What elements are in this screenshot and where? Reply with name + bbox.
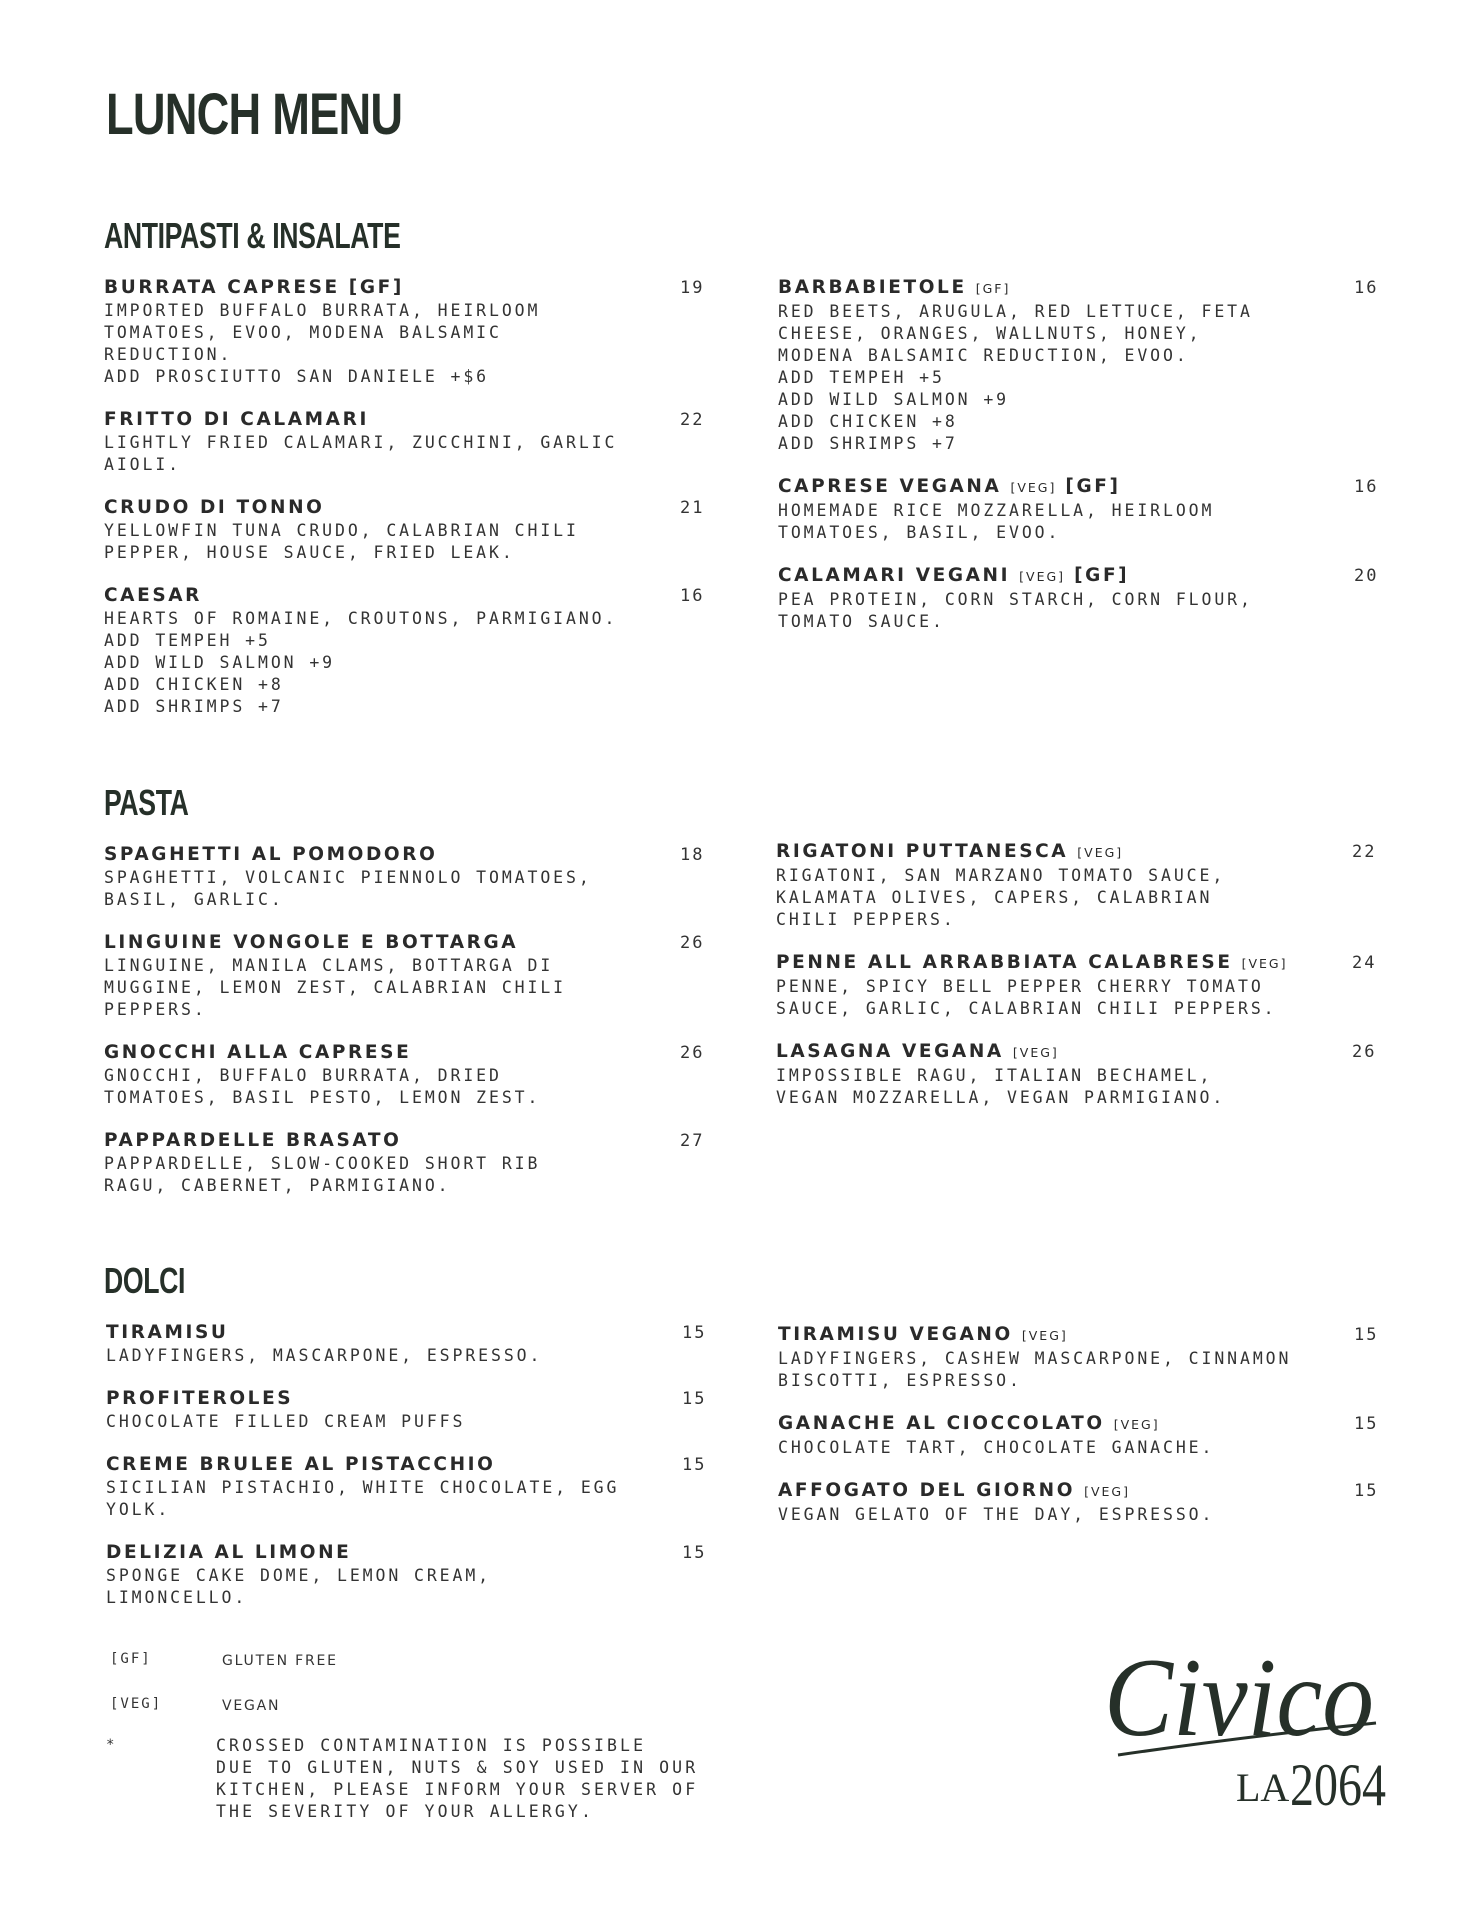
dietary-tag: [VEG] xyxy=(1241,956,1288,971)
menu-item xyxy=(104,843,744,911)
menu-item-price: 15 xyxy=(682,1455,707,1475)
legend-note-mark: * xyxy=(106,1737,117,1753)
page-title: LUNCH MENU xyxy=(106,82,403,147)
menu-item-name: CALAMARI VEGANI xyxy=(778,565,1011,586)
menu-item-description: LADYFINGERS, CASHEW MASCARPONE, CINNAMON BISCOTTI, ESPRESSO. xyxy=(778,1349,1292,1390)
menu-item-description: YELLOWFIN TUNA CRUDO, CALABRIAN CHILI PEPPER, HOUSE SAUCE, FRIED LEAK. xyxy=(104,521,579,562)
menu-item-description: HOMEMADE RICE MOZZARELLA, HEIRLOOM TOMATOES, BASIL, EVOO. xyxy=(778,501,1215,542)
menu-item-description: CHOCOLATE TART, CHOCOLATE GANACHE. xyxy=(778,1438,1215,1457)
menu-item-name: PAPPARDELLE BRASATO xyxy=(104,1130,402,1151)
logo-city: LA xyxy=(1236,1765,1290,1810)
menu-item xyxy=(104,496,744,564)
menu-item-name-line xyxy=(104,496,744,520)
menu-item-name-line xyxy=(104,408,744,432)
menu-item-name-line xyxy=(104,276,744,300)
antipasti-left-column xyxy=(104,276,744,738)
menu-item-name-line xyxy=(104,931,744,955)
menu-item xyxy=(104,1041,744,1109)
menu-item-description: PAPPARDELLE, SLOW-COOKED SHORT RIB RAGU, CABERNET, PARMIGIANO. xyxy=(104,1154,541,1195)
menu-item-price: 15 xyxy=(682,1323,707,1343)
menu-item-name-line xyxy=(106,1387,746,1411)
menu-item-description: SICILIAN PISTACHIO, WHITE CHOCOLATE, EGG YOLK. xyxy=(106,1478,620,1519)
menu-item-price: 16 xyxy=(680,586,705,606)
menu-item-price: 24 xyxy=(1352,953,1377,973)
menu-item-name: TIRAMISU xyxy=(106,1322,229,1343)
menu-item-name-line xyxy=(104,1129,744,1153)
dietary-tag: [VEG] xyxy=(1012,1045,1059,1060)
pasta-right-column xyxy=(776,840,1416,1129)
menu-item xyxy=(776,840,1416,931)
menu-item-description: GNOCCHI, BUFFALO BURRATA, DRIED TOMATOES, BASIL PESTO, LEMON ZEST. xyxy=(104,1066,541,1107)
menu-item-name: RIGATONI PUTTANESCA xyxy=(776,841,1069,862)
pasta-left-column xyxy=(104,843,744,1217)
menu-item-description: IMPOSSIBLE RAGU, ITALIAN BECHAMEL, VEGAN MOZZARELLA, VEGAN PARMIGIANO. xyxy=(776,1066,1226,1107)
menu-item-name-line xyxy=(104,1041,744,1065)
legend-veg-label: VEGAN xyxy=(222,1698,281,1714)
menu-item-name-line xyxy=(106,1453,746,1477)
menu-item-name-line xyxy=(106,1321,746,1345)
menu-item-price: 20 xyxy=(1354,566,1379,586)
menu-item-name-line xyxy=(776,951,1416,976)
menu-item xyxy=(106,1541,746,1609)
logo-script: Civico xyxy=(1104,1636,1374,1760)
menu-item-name-line xyxy=(778,475,1418,500)
menu-item-name-line xyxy=(778,564,1418,589)
menu-item xyxy=(778,1323,1418,1392)
menu-item xyxy=(778,1412,1418,1459)
menu-item xyxy=(106,1321,746,1367)
menu-item xyxy=(106,1453,746,1521)
dietary-tag-bold: [GF] xyxy=(1074,565,1130,586)
menu-item-price: 19 xyxy=(680,278,705,298)
menu-item-price: 15 xyxy=(1354,1414,1379,1434)
menu-item-name-line xyxy=(778,276,1418,301)
menu-item xyxy=(778,1479,1418,1526)
menu-item-price: 22 xyxy=(1352,842,1377,862)
dietary-tag: [VEG] xyxy=(1077,845,1124,860)
allergy-note: CROSSED CONTAMINATION IS POSSIBLE DUE TO GLUTEN, NUTS & SOY USED IN OUR KITCHEN, PLEASE INFORM YOUR SERVER OF THE SEVERITY OF YOUR ALLERGY. xyxy=(216,1736,699,1821)
menu-item xyxy=(778,475,1418,544)
menu-item-name-line xyxy=(778,1479,1418,1504)
menu-item-price: 16 xyxy=(1354,477,1379,497)
menu-item xyxy=(104,584,744,718)
menu-item xyxy=(104,931,744,1021)
menu-item-description: PEA PROTEIN, CORN STARCH, CORN FLOUR, TOMATO SAUCE. xyxy=(778,590,1253,631)
menu-item-price: 15 xyxy=(1354,1481,1379,1501)
menu-item xyxy=(104,276,744,388)
menu-item-name-line xyxy=(104,843,744,867)
menu-item-name: FRITTO DI CALAMARI xyxy=(104,409,369,430)
dolci-right-column xyxy=(778,1323,1418,1546)
menu-item-description: SPONGE CAKE DOME, LEMON CREAM, LIMONCELLO. xyxy=(106,1566,492,1607)
menu-item-description: CHOCOLATE FILLED CREAM PUFFS xyxy=(106,1412,466,1431)
menu-item xyxy=(776,1040,1416,1109)
menu-item-description: IMPORTED BUFFALO BURRATA, HEIRLOOM TOMATOES, EVOO, MODENA BALSAMIC REDUCTION. ADD PROSCIUTTO SAN DANIELE +$6 xyxy=(104,301,541,386)
menu-item xyxy=(778,564,1418,633)
menu-item-price: 15 xyxy=(1354,1325,1379,1345)
menu-item-description: RIGATONI, SAN MARZANO TOMATO SAUCE, KALAMATA OLIVES, CAPERS, CALABRIAN CHILI PEPPERS. xyxy=(776,866,1226,929)
menu-item-name-line xyxy=(778,1412,1418,1437)
menu-item xyxy=(106,1387,746,1433)
menu-item xyxy=(104,1129,744,1197)
menu-item-price: 16 xyxy=(1354,278,1379,298)
menu-item-price: 18 xyxy=(680,845,705,865)
dietary-tag: [VEG] xyxy=(1019,569,1066,584)
menu-item-name: CAESAR xyxy=(104,585,203,606)
menu-item-name: SPAGHETTI AL POMODORO xyxy=(104,844,438,865)
dietary-tag: [GF] xyxy=(975,281,1011,296)
legend-veg-code: [VEG] xyxy=(110,1696,163,1712)
dietary-tag: [VEG] xyxy=(1021,1328,1068,1343)
menu-item-price: 15 xyxy=(682,1543,707,1563)
menu-item-name: CREME BRULEE AL PISTACCHIO xyxy=(106,1454,496,1475)
menu-item-name-line xyxy=(776,1040,1416,1065)
menu-item-name-line xyxy=(104,584,744,608)
menu-item-price: 27 xyxy=(680,1131,705,1151)
menu-item-description: RED BEETS, ARUGULA, RED LETTUCE, FETA CHEESE, ORANGES, WALLNUTS, HONEY, MODENA BALSAMIC REDUCTION, EVOO. ADD TEMPEH +5 ADD WILD SALMON +9 ADD CHICKEN +8 ADD SHRIMPS +7 xyxy=(778,302,1253,453)
menu-item-description: LINGUINE, MANILA CLAMS, BOTTARGA DI MUGGINE, LEMON ZEST, CALABRIAN CHILI PEPPERS. xyxy=(104,956,567,1019)
menu-item-description: LADYFINGERS, MASCARPONE, ESPRESSO. xyxy=(106,1346,543,1365)
menu-item-name: PENNE ALL ARRABBIATA CALABRESE xyxy=(776,952,1233,973)
menu-item-name: CAPRESE VEGANA xyxy=(778,476,1002,497)
menu-item-price: 26 xyxy=(680,1043,705,1063)
menu-item-description: LIGHTLY FRIED CALAMARI, ZUCCHINI, GARLIC AIOLI. xyxy=(104,433,618,474)
dietary-tag-bold: [GF] xyxy=(1065,476,1121,497)
menu-item xyxy=(776,951,1416,1020)
menu-item-price: 21 xyxy=(680,498,705,518)
menu-item-name: BURRATA CAPRESE [GF] xyxy=(104,277,404,298)
menu-item xyxy=(104,408,744,476)
menu-item-price: 15 xyxy=(682,1389,707,1409)
menu-item-name: AFFOGATO DEL GIORNO xyxy=(778,1480,1076,1501)
menu-item-price: 26 xyxy=(680,933,705,953)
menu-item-name: GNOCCHI ALLA CAPRESE xyxy=(104,1042,412,1063)
section-title-pasta: PASTA xyxy=(104,782,189,823)
menu-item-name: LINGUINE VONGOLE E BOTTARGA xyxy=(104,932,519,953)
legend-gf-code: [GF] xyxy=(110,1651,152,1667)
civico-logo xyxy=(1092,1615,1392,1818)
menu-item-name: PROFITEROLES xyxy=(106,1388,294,1409)
section-title-antipasti: ANTIPASTI & INSALATE xyxy=(104,215,401,256)
menu-item-name: BARBABIETOLE xyxy=(778,277,967,298)
menu-item-description: VEGAN GELATO OF THE DAY, ESPRESSO. xyxy=(778,1505,1215,1524)
logo-number: 2064 xyxy=(1290,1752,1386,1818)
menu-item-name: DELIZIA AL LIMONE xyxy=(106,1542,352,1563)
menu-item-price: 26 xyxy=(1352,1042,1377,1062)
dietary-tag: [VEG] xyxy=(1010,480,1057,495)
menu-item-name: TIRAMISU VEGANO xyxy=(778,1324,1013,1345)
antipasti-right-column xyxy=(778,276,1418,653)
menu-item-description: HEARTS OF ROMAINE, CROUTONS, PARMIGIANO. ADD TEMPEH +5 ADD WILD SALMON +9 ADD CHICKEN +8 ADD SHRIMPS +7 xyxy=(104,609,618,716)
menu-item-name-line xyxy=(778,1323,1418,1348)
menu-item-description: PENNE, SPICY BELL PEPPER CHERRY TOMATO SAUCE, GARLIC, CALABRIAN CHILI PEPPERS. xyxy=(776,977,1277,1018)
menu-item xyxy=(778,276,1418,455)
menu-item-name: LASAGNA VEGANA xyxy=(776,1041,1004,1062)
menu-item-name: CRUDO DI TONNO xyxy=(104,497,325,518)
menu-item-description: SPAGHETTI, VOLCANIC PIENNOLO TOMATOES, BASIL, GARLIC. xyxy=(104,868,592,909)
menu-item-name-line xyxy=(106,1541,746,1565)
menu-item-name-line xyxy=(776,840,1416,865)
section-title-dolci: DOLCI xyxy=(104,1260,186,1301)
dietary-tag: [VEG] xyxy=(1113,1417,1160,1432)
dolci-left-column xyxy=(106,1321,746,1629)
menu-item-price: 22 xyxy=(680,410,705,430)
dietary-tag: [VEG] xyxy=(1084,1484,1130,1499)
menu-item-name: GANACHE AL CIOCCOLATO xyxy=(778,1413,1105,1434)
legend-gf-label: GLUTEN FREE xyxy=(222,1653,338,1669)
